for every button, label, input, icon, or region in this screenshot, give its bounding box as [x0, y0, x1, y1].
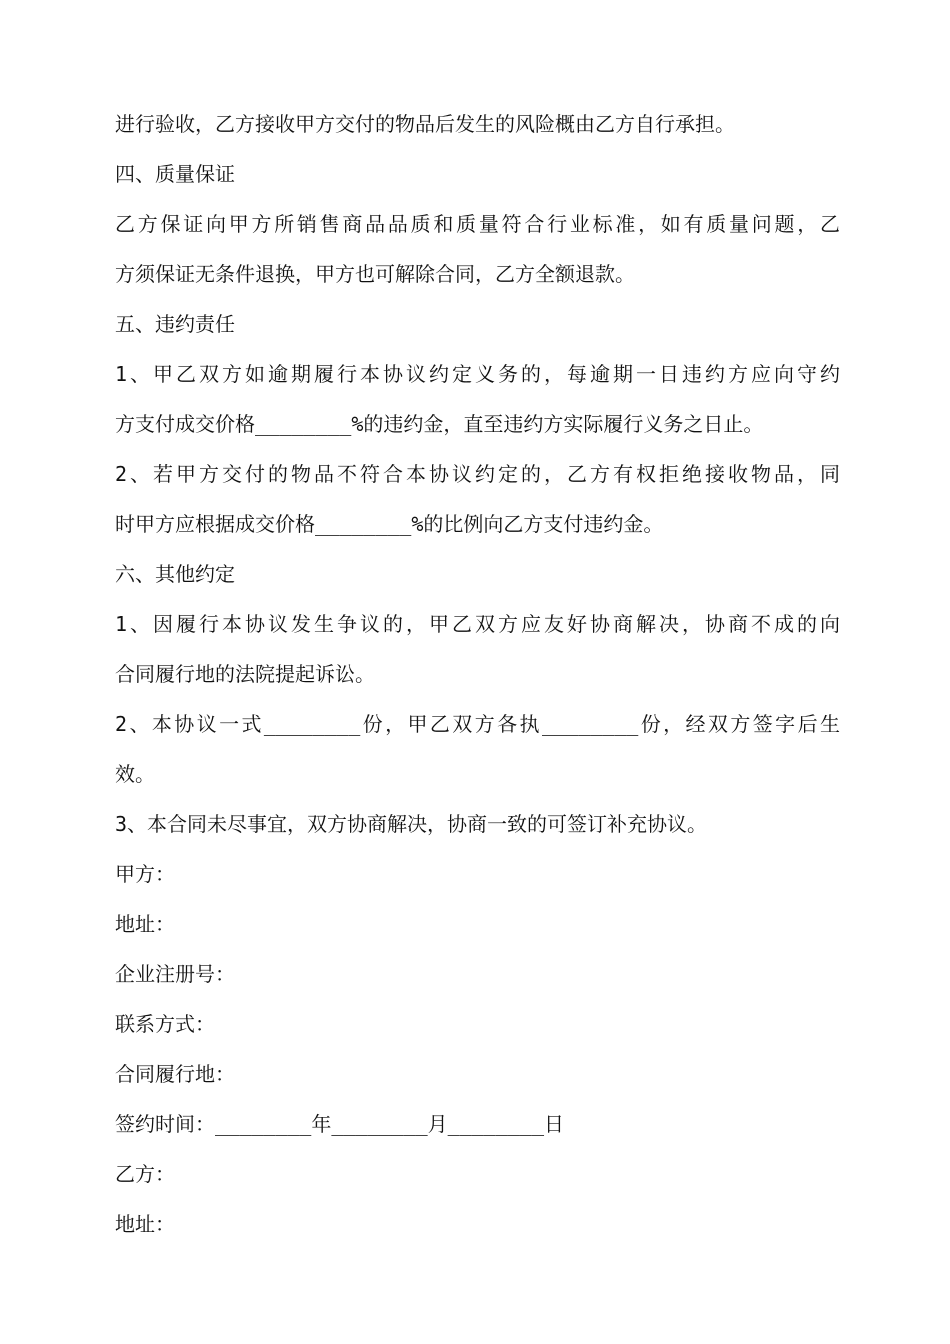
breach-item-1-line-2: 方支付成交价格________%的违约金，直至违约方实际履行义务之日止。 — [115, 412, 764, 436]
party-b-label: 乙方： — [115, 1162, 175, 1186]
clause-4-closing-line: 进行验收，乙方接收甲方交付的物品后发生的风险概由乙方自行承担。 — [115, 112, 735, 136]
quality-clause-line-1: 乙方保证向甲方所销售商品品质和质量符合行业标准，如有质量问题，乙 — [115, 212, 840, 236]
party-a-label: 甲方： — [115, 862, 175, 886]
section-4-heading: 四、质量保证 — [115, 162, 235, 186]
breach-item-1-line-1: 1、甲乙双方如逾期履行本协议约定义务的，每逾期一日违约方应向守约 — [115, 362, 840, 386]
other-item-1-line-2: 合同履行地的法院提起诉讼。 — [115, 662, 375, 686]
section-5-heading: 五、违约责任 — [115, 312, 235, 336]
document-page — [115, 99, 840, 1249]
quality-clause-line-2: 方须保证无条件退换，甲方也可解除合同，乙方全额退款。 — [115, 262, 635, 286]
other-item-2-line-1: 2、本协议一式________份，甲乙双方各执________份，经双方签字后生 — [115, 712, 840, 736]
party-a-registration-label: 企业注册号： — [115, 962, 235, 986]
party-b-address-label: 地址： — [115, 1212, 175, 1236]
other-item-2-line-2: 效。 — [115, 762, 155, 786]
party-a-address-label: 地址： — [115, 912, 175, 936]
section-6-heading: 六、其他约定 — [115, 562, 235, 586]
performance-place-label: 合同履行地： — [115, 1062, 235, 1086]
breach-item-2-line-1: 2、若甲方交付的物品不符合本协议约定的，乙方有权拒绝接收物品，同 — [115, 462, 840, 486]
other-item-3: 3、本合同未尽事宜，双方协商解决，协商一致的可签订补充协议。 — [115, 812, 708, 836]
party-a-contact-label: 联系方式： — [115, 1012, 215, 1036]
signing-date-label: 签约时间：________年________月________日 — [115, 1112, 564, 1136]
breach-item-2-line-2: 时甲方应根据成交价格________%的比例向乙方支付违约金。 — [115, 512, 664, 536]
other-item-1-line-1: 1、因履行本协议发生争议的，甲乙双方应友好协商解决，协商不成的向 — [115, 612, 840, 636]
